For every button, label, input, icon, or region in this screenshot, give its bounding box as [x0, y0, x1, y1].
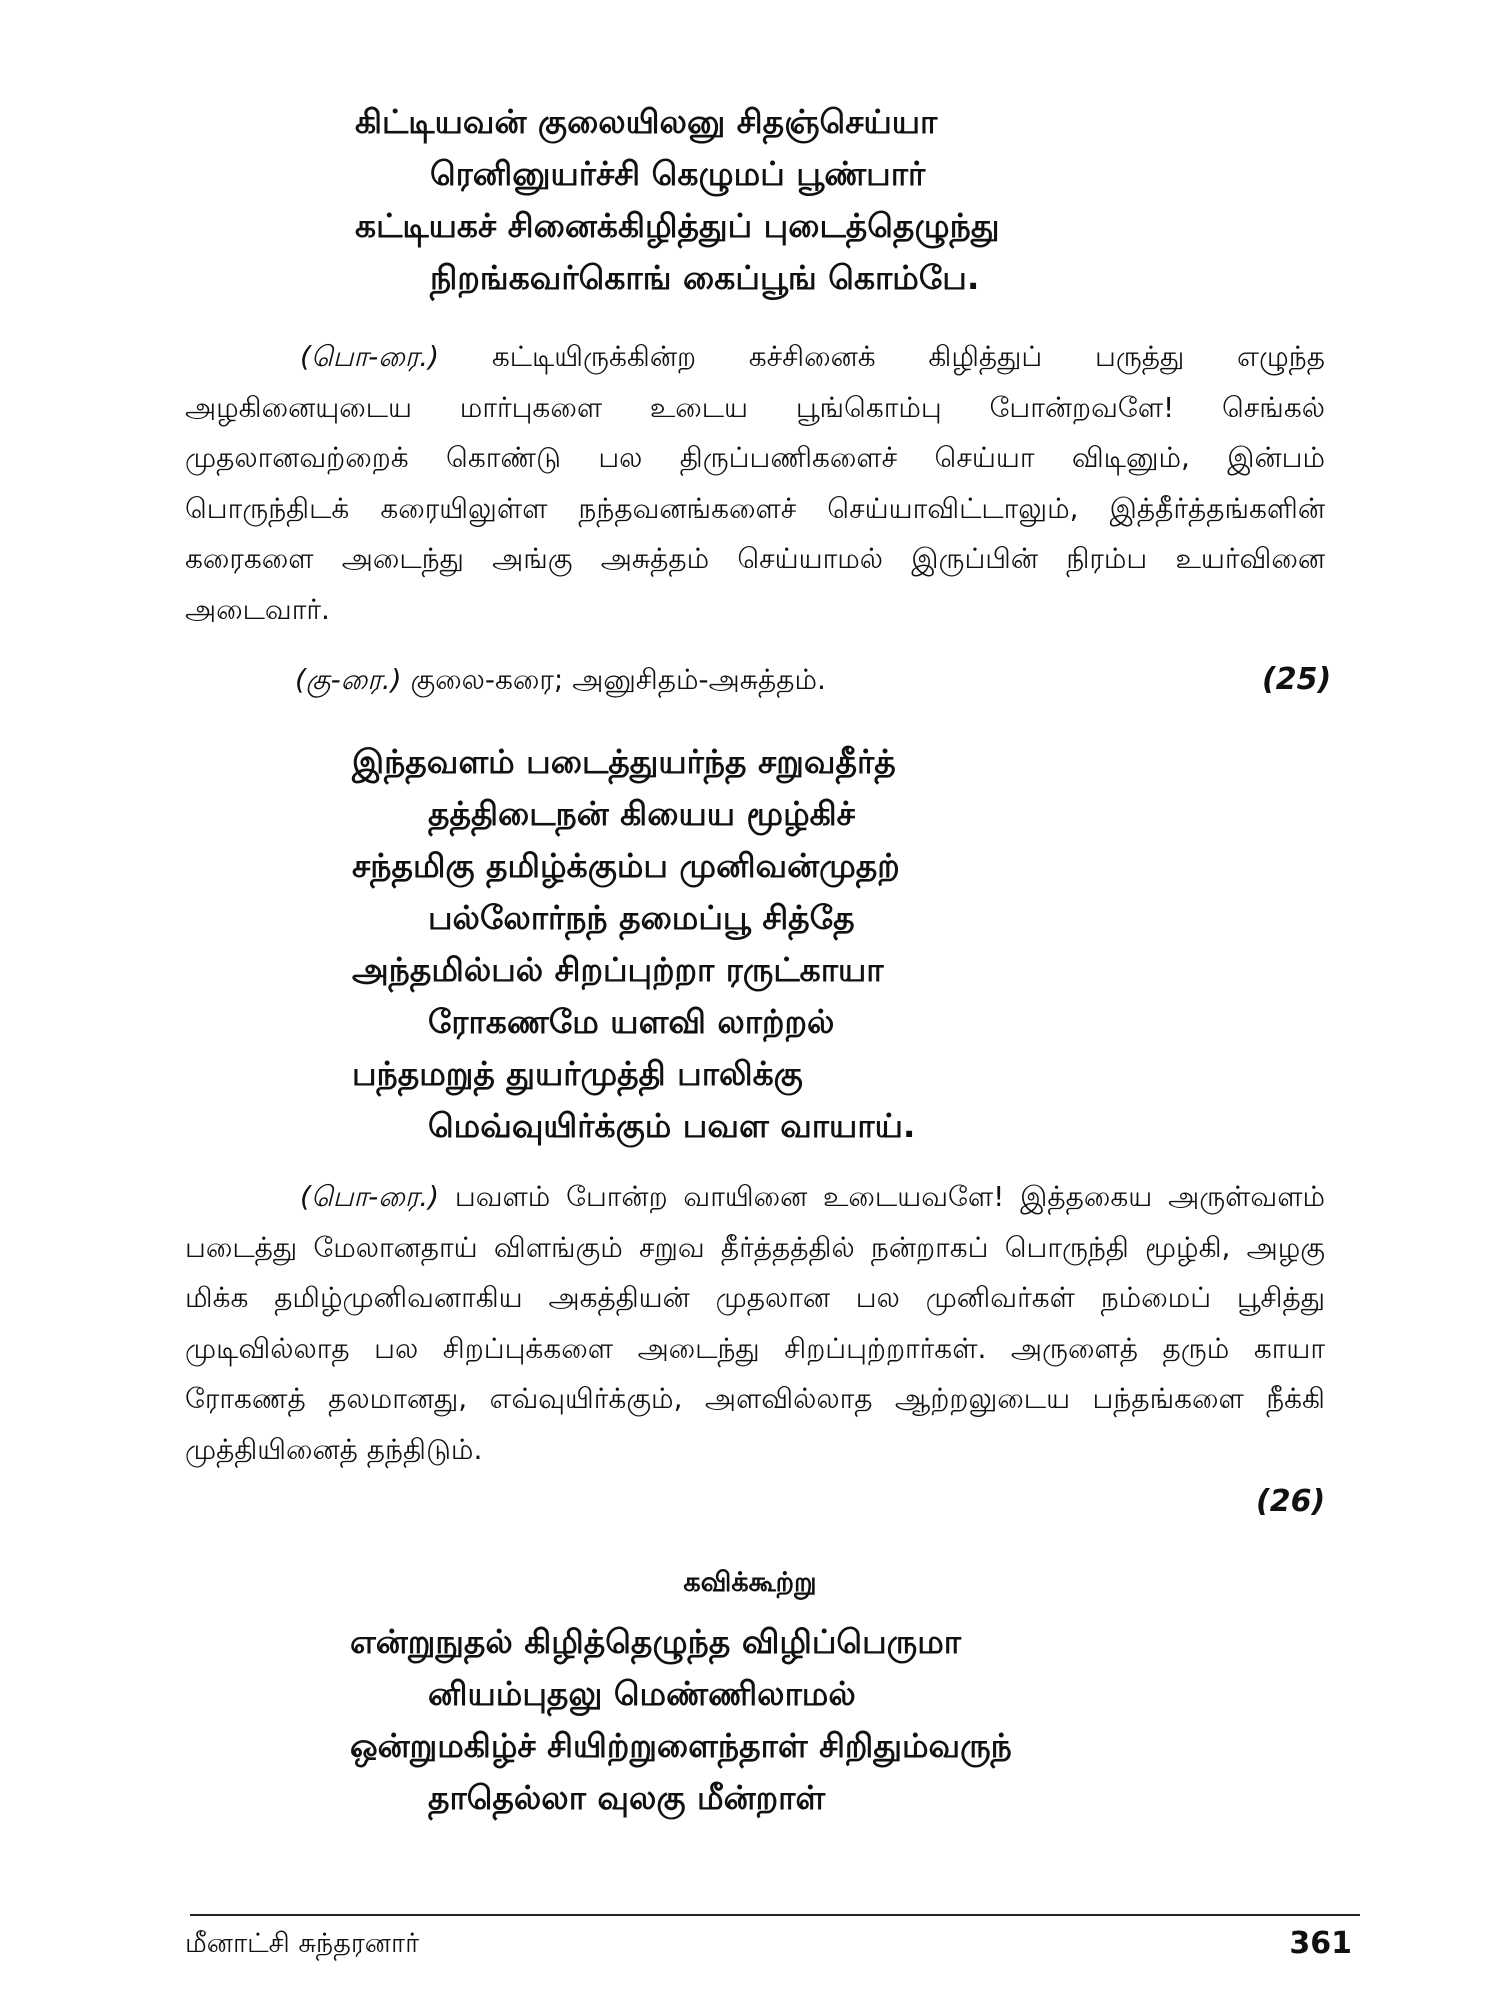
prose-meaning-2	[185, 1172, 1325, 1475]
verse2-line-1: இந்தவளம் படைத்துயர்ந்த சறுவதீர்த்	[352, 742, 896, 781]
footer-book-title: மீனாட்சி சுந்தரனார்	[185, 1928, 420, 1959]
note1-text: குலை-கரை; அனுசிதம்-அசுத்தம்.	[410, 663, 826, 696]
verse2-line-7: பந்தமறுத் துயர்முத்தி பாலிக்கு	[352, 1054, 803, 1093]
verse2-line-4: பல்லோர்நந் தமைப்பூ சித்தே	[428, 898, 855, 937]
verse-number-26: (26)	[1256, 1484, 1326, 1519]
page-number: 361	[1289, 1926, 1352, 1961]
verse3-line-2: னியம்புதலு மெண்ணிலாமல்	[428, 1674, 856, 1713]
note-1	[295, 658, 1320, 702]
section-heading: கவிக்கூற்று	[683, 1567, 817, 1598]
verse3-line-1: என்றுநுதல் கிழித்தெழுந்த விழிப்பெருமா	[350, 1622, 962, 1661]
prose-meaning-1	[185, 332, 1325, 635]
note1-label: (கு-ரை.)	[295, 663, 402, 696]
verse-number-25: (25)	[1262, 662, 1332, 697]
verse1-line-2: ரெனினுயர்ச்சி கெழுமப் பூண்பார்	[430, 154, 926, 193]
verse3-line-3: ஒன்றுமகிழ்ச் சியிற்றுளைந்தாள் சிறிதும்வருந்	[350, 1726, 1012, 1765]
verse2-line-8: மெவ்வுயிர்க்கும் பவள வாயாய்.	[428, 1106, 916, 1145]
verse1-line-4: நிறங்கவர்கொங் கைப்பூங் கொம்பே.	[430, 258, 980, 297]
verse2-line-5: அந்தமில்பல் சிறப்புற்றா ரருட்காயா	[352, 950, 884, 989]
verse3-line-4: தாதெல்லா வுலகு மீன்றாள்	[428, 1778, 826, 1817]
prose1-text: கட்டியிருக்கின்ற கச்சினைக் கிழித்துப் பருத்து எழுந்த அழகினையுடைய மார்புகளை உடைய பூங்கொம்பு போன்றவளே! செங்கல் முதலானவற்றைக் கொண்டு பல திருப்பணிகளைச் செய்யா விடினும், இன்பம் பொருந்திடக் கரையிலுள்ள நந்தவனங்களைச் செய்யாவிட்டாலும், இத்தீர்த்தங்களின் கரைகளை அடைந்து அங்கு அசுத்தம் செய்யாமல் இருப்பின் நிரம்ப உயர்வினை அடைவார்.	[185, 340, 1325, 626]
prose1-label: (பொ-ரை.)	[300, 340, 440, 373]
prose2-label: (பொ-ரை.)	[300, 1180, 440, 1213]
verse1-line-3: கட்டியகச் சினைக்கிழித்துப் புடைத்தெழுந்து	[355, 206, 1000, 245]
verse1-line-1: கிட்டியவன் குலையிலனு சிதஞ்செய்யா	[355, 102, 938, 141]
footer-rule	[190, 1914, 1360, 1916]
verse2-line-3: சந்தமிகு தமிழ்க்கும்ப முனிவன்முதற்	[352, 846, 900, 885]
prose2-text: பவளம் போன்ற வாயினை உடையவளே! இத்தகைய அருள்வளம் படைத்து மேலானதாய் விளங்கும் சறுவ தீர்த்தத்தில் நன்றாகப் பொருந்தி மூழ்கி, அழகு மிக்க தமிழ்முனிவனாகிய அகத்தியன் முதலான பல முனிவர்கள் நம்மைப் பூசித்து முடிவில்லாத பல சிறப்புக்களை அடைந்து சிறப்புற்றார்கள். அருளைத் தரும் காயா ரோகணத் தலமானது, எவ்வுயிர்க்கும், அளவில்லாத ஆற்றலுடைய பந்தங்களை நீக்கி முத்தியினைத் தந்திடும்.	[185, 1180, 1325, 1466]
verse2-line-6: ரோகணமே யளவி லாற்றல்	[428, 1002, 835, 1041]
verse2-line-2: தத்திடைநன் கியைய மூழ்கிச்	[428, 794, 855, 833]
